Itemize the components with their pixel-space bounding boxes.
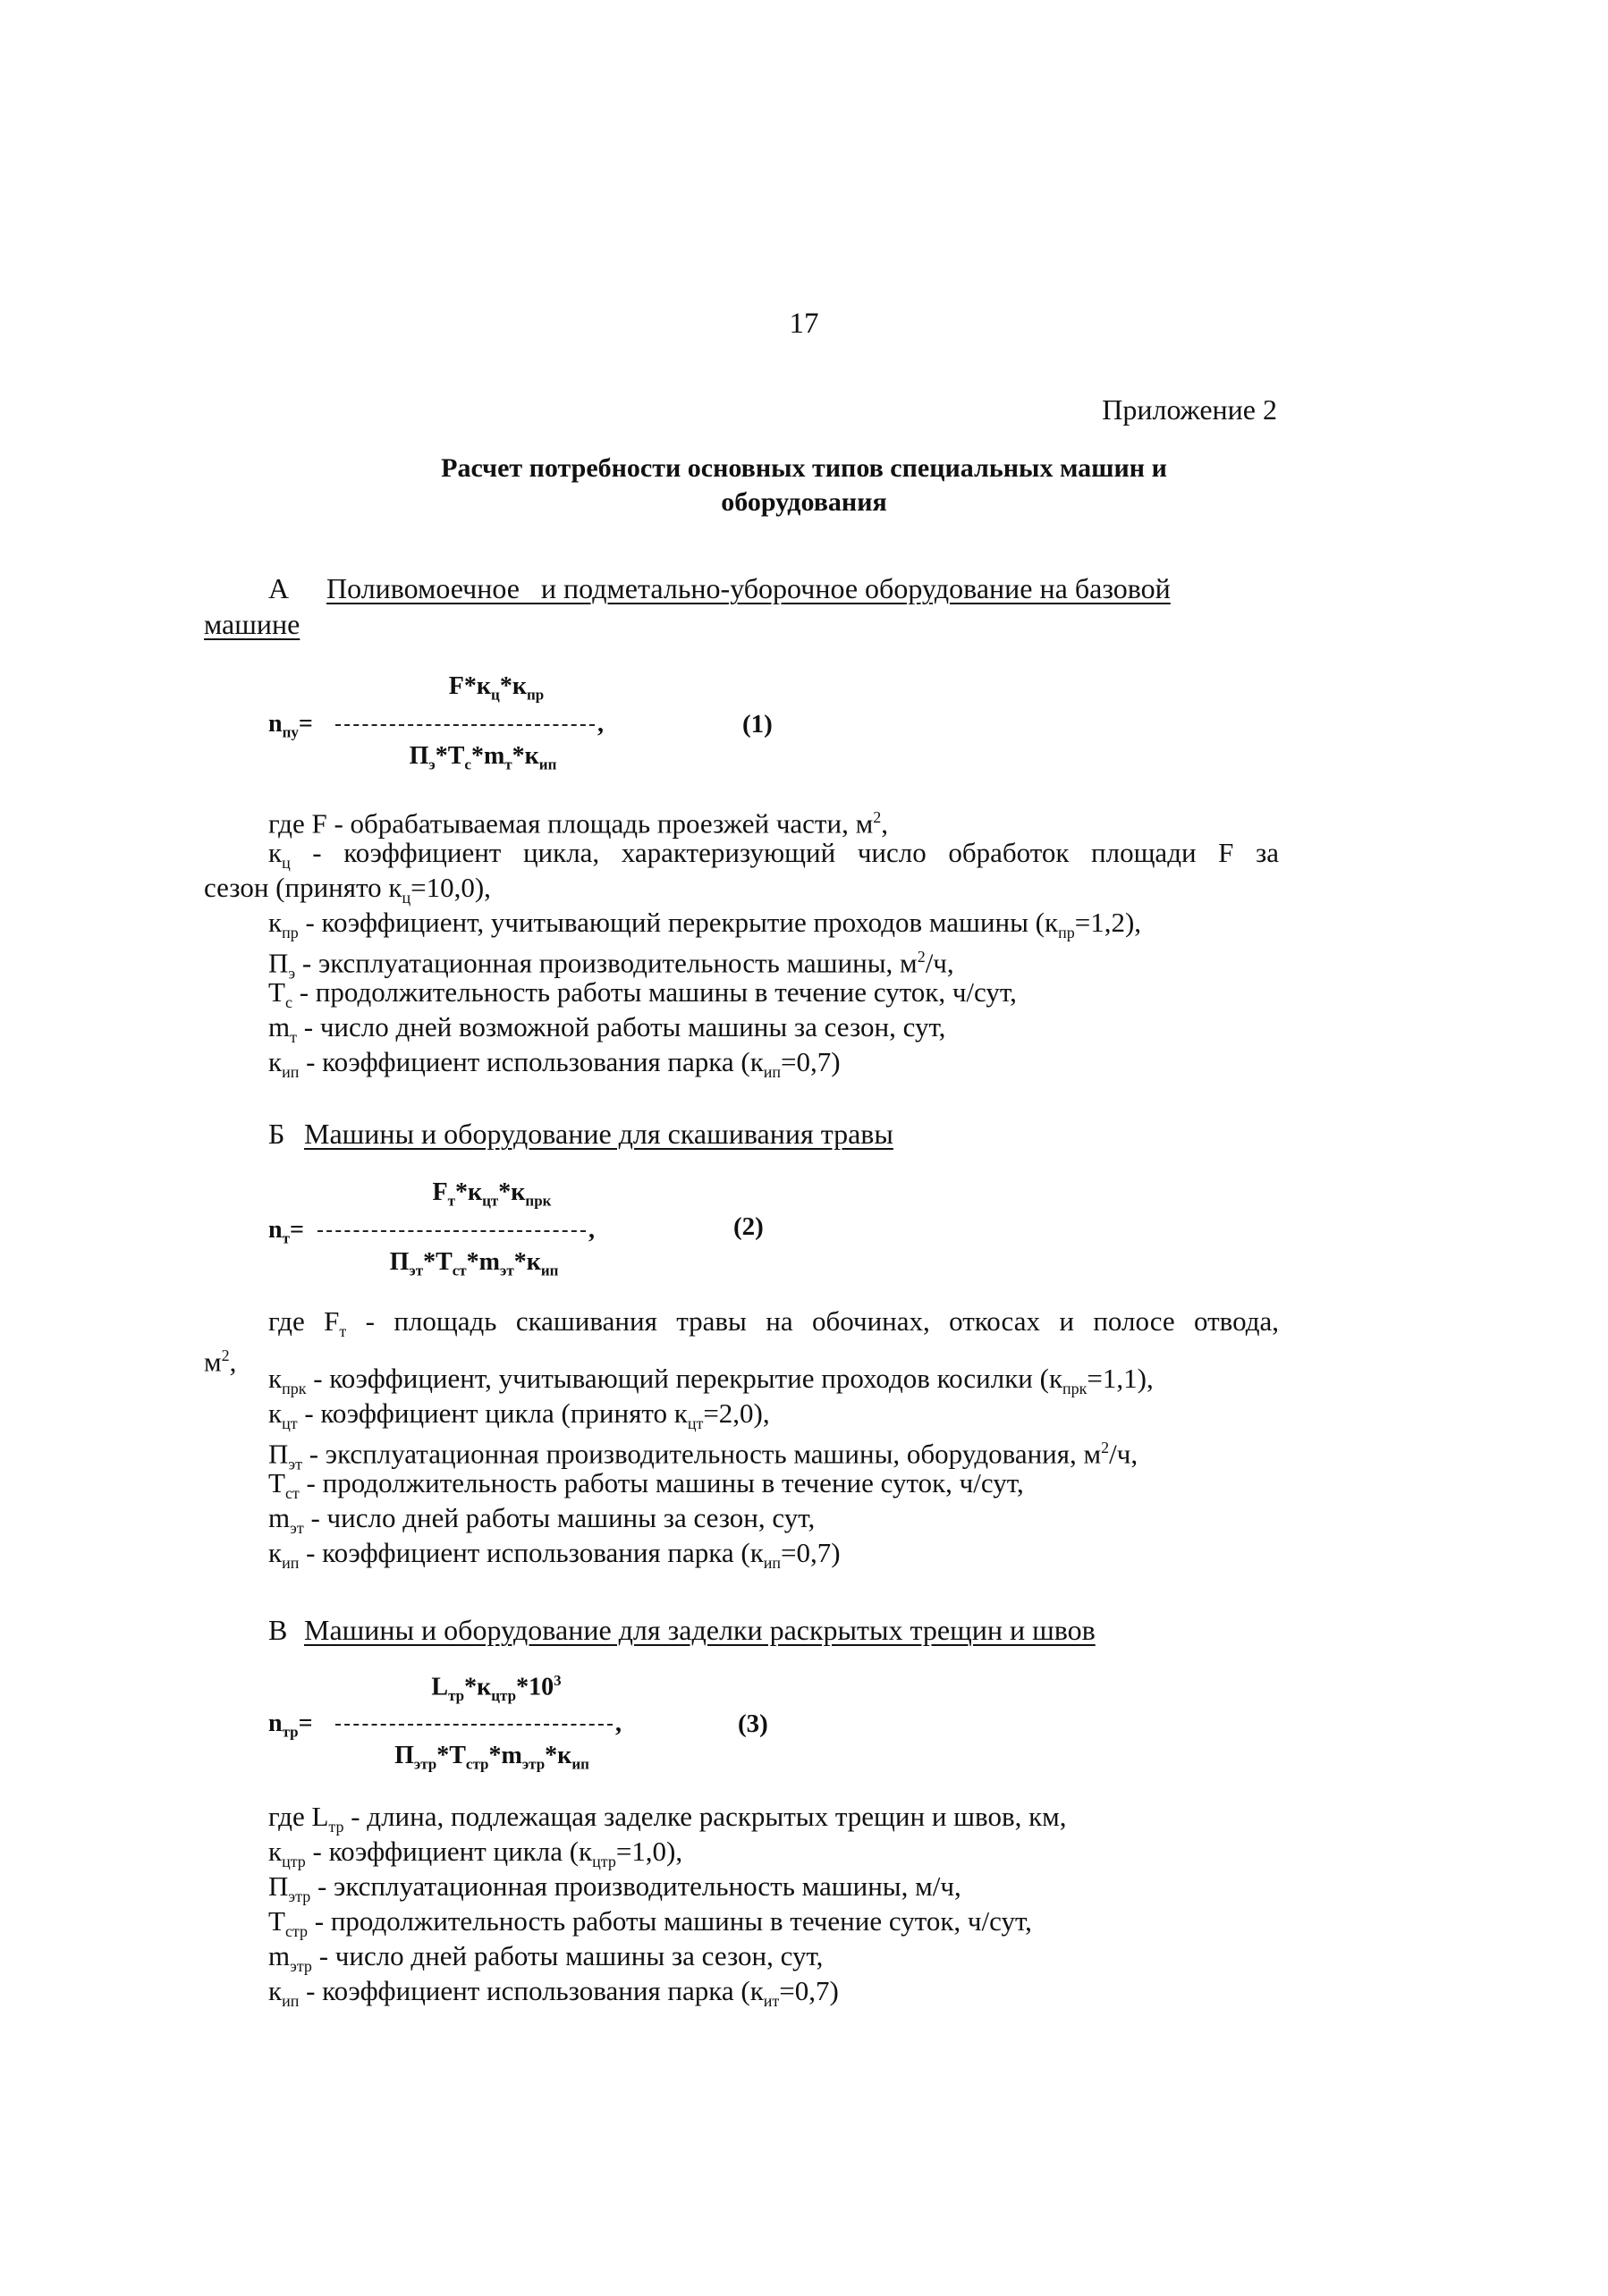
def-line: где $L_{тр}$ - длина, подлежащая заделке раскрытых трещин и швов, км, xyxy=(268,1801,1067,1836)
formula-2-numerator: $F_т*к_{цт}*к_{прк}$ xyxy=(432,1178,552,1210)
def-line: сезон (принято $к_ц=10,0$), xyxy=(204,872,491,907)
def-line: $T_{ст}$ - продолжительность работы машины в течение суток, ч/сут, xyxy=(268,1467,1024,1503)
formula-3-lhs: $n_{тр}=$ xyxy=(268,1709,313,1741)
formula-1-numerator: $F*к_ц*к_{пр}$ xyxy=(448,672,545,704)
appendix-label: Приложение 2 xyxy=(1102,393,1277,426)
formula-2: $n_т=$ $F_т*к_{цт}*к_{прк}$ , $П_{эт}*T_{ст}*m_{эт}*к_{ип}$ xyxy=(268,1178,769,1295)
formula-1-fraction-bar xyxy=(335,724,595,726)
formula-3-denominator: $П_{этр}*T_{стр}*m_{этр}*к_{ип}$ xyxy=(394,1742,589,1773)
def-line: $T_с$ - продолжительность работы машины в течение суток, ч/сут, xyxy=(268,976,1017,1012)
section-c-heading: Машины и оборудование для заделки раскрытых трещин и швов xyxy=(304,1614,1096,1646)
page-number: 17 xyxy=(789,308,819,340)
def-line: $к_{ип}$ - коэффициент использования парка $(к_{ит}=0,7)$ xyxy=(268,1975,839,2011)
def-line: $П_{этр}$ - эксплуатационная производительность машины, м/ч, xyxy=(268,1870,961,1906)
def-line: где F - обрабатываемая площадь проезжей части, $м^2$, xyxy=(268,807,888,840)
equation-number-1: (1) xyxy=(742,710,773,739)
formula-1: $n_{пу}=$ $F*к_ц*к_{пр}$ , $П_э*T_с*m_т*к_{ип}$ xyxy=(268,672,769,789)
def-line: $к_{цт}$ - коэффициент цикла (принято $к_{цт}=2,0$), xyxy=(268,1397,770,1433)
def-line: $m_{этр}$ - число дней работы машины за сезон, сут, xyxy=(268,1940,824,1976)
def-line: $м^2$, xyxy=(204,1346,237,1378)
section-a-heading-line-2: машине xyxy=(204,608,300,640)
section-a-heading-line-1: Поливомоечное и подметально-уборочное оборудование на базовой xyxy=(326,572,1171,604)
def-line: $m_т$ - число дней возможной работы машины за сезон, сут, xyxy=(268,1011,946,1047)
formula-3-numerator: $L_{тр}*к_{цтр}*10^3$ xyxy=(431,1672,562,1704)
section-b-heading: Машины и оборудование для скашивания травы xyxy=(304,1118,893,1150)
formula-3-fraction-bar xyxy=(335,1724,613,1726)
formula-1-denominator: $П_э*T_с*m_т*к_{ип}$ xyxy=(409,742,557,773)
def-line: $к_{ип}$ - коэффициент использования парка $(к_{ип}=0,7)$ xyxy=(268,1537,841,1573)
page-title xyxy=(0,452,1608,519)
def-line: $к_{пр}$ - коэффициент, учитывающий перекрытие проходов машины $(к_{пр}=1,2)$, xyxy=(268,907,1142,942)
def-line: $m_{эт}$ - число дней работы машины за сезон, сут, xyxy=(268,1502,816,1538)
def-line: $к_{прк}$ - коэффициент, учитывающий перекрытие проходов косилки $(к_{прк}=1,1)$, xyxy=(268,1363,1154,1398)
def-line: $П_э$ - эксплуатационная производительность машины, $м^2/ч$, xyxy=(268,947,954,983)
def-line: $к_ц$ - коэффициент цикла, характеризующий число обработок площади F за xyxy=(268,837,1279,873)
section-a-letter: А xyxy=(268,572,290,604)
def-line: $к_{ип}$ - коэффициент использования парка $(к_{ип}=0,7)$ xyxy=(268,1046,841,1082)
def-line: $T_{стр}$ - продолжительность работы машины в течение суток, ч/сут, xyxy=(268,1905,1032,1941)
formula-1-lhs: $n_{пу}=$ xyxy=(268,710,313,741)
def-line: $П_{эт}$ - эксплуатационная производительность машины, оборудования, $м^2/ч$, xyxy=(268,1438,1138,1473)
formula-2-lhs: $n_т=$ xyxy=(268,1216,304,1247)
title-line-1: Расчет потребности основных типов специальных машин и xyxy=(441,453,1167,483)
def-line: где $F_т$ - площадь скашивания травы на обочинах, откосах и полосе отвода, xyxy=(268,1305,1279,1341)
equation-number-2: (2) xyxy=(733,1212,764,1241)
equation-number-3: (3) xyxy=(738,1709,768,1738)
def-line: $к_{цтр}$ - коэффициент цикла $(к_{цтр}=1,0)$, xyxy=(268,1836,683,1871)
formula-3: $n_{тр}=$ $L_{тр}*к_{цтр}*10^3$ , $П_{этр}*T_{стр}*m_{этр}*к_{ип}$ xyxy=(268,1672,769,1788)
section-b-letter: Б xyxy=(268,1118,285,1150)
formula-2-denominator: $П_{эт}*T_{ст}*m_{эт}*к_{ип}$ xyxy=(389,1248,559,1279)
formula-2-fraction-bar xyxy=(317,1230,586,1232)
section-c-letter: В xyxy=(268,1614,288,1646)
title-line-2: оборудования xyxy=(721,487,887,517)
